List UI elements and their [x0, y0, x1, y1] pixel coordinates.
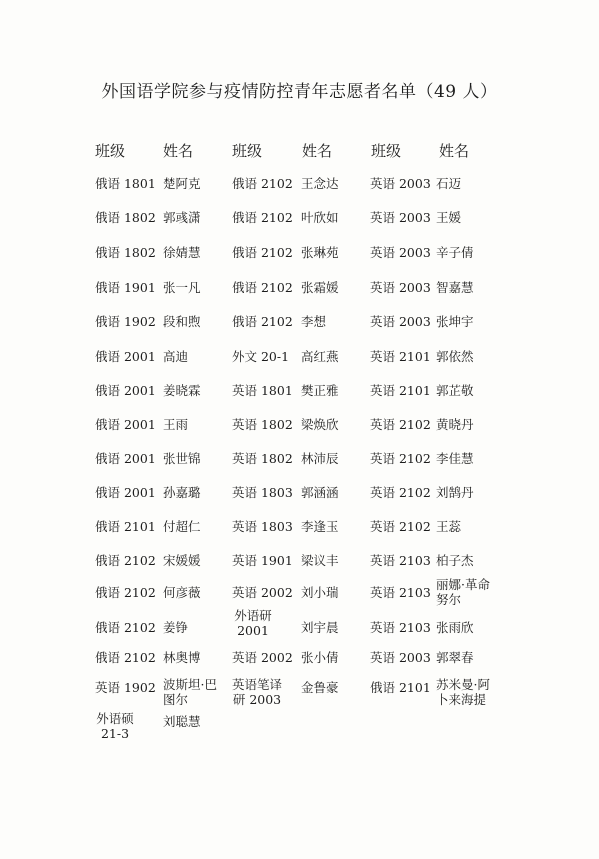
name-cell: 李想 [301, 314, 327, 329]
name-cell: 王媛 [436, 210, 462, 225]
class-cell: 俄语 2102 [232, 245, 293, 260]
class-cell: 英语 2003 [370, 650, 431, 665]
class-cell: 英语 2102 [370, 485, 431, 500]
name-cell: 王雨 [163, 417, 189, 432]
class-cell: 英语 2101 [370, 383, 431, 398]
header-class-3: 班级 [371, 142, 402, 160]
name-cell: 刘鹄丹 [436, 485, 474, 500]
class-cell: 俄语 2101 [95, 519, 156, 534]
name-cell: 徐婧慧 [163, 245, 201, 260]
name-cell: 辛子倩 [436, 245, 474, 260]
name-cell: 刘聪慧 [163, 714, 201, 729]
class-cell: 俄语 2001 [95, 485, 156, 500]
class-cell: 英语笔译研 2003 [231, 677, 282, 707]
class-cell: 英语 2003 [370, 176, 431, 191]
class-cell: 英语 2103 [370, 620, 431, 635]
class-cell: 俄语 1802 [95, 210, 156, 225]
class-cell: 英语 2102 [370, 451, 431, 466]
class-cell: 英语 1901 [232, 553, 293, 568]
class-cell: 英语 2102 [370, 519, 431, 534]
class-cell: 俄语 1902 [95, 314, 156, 329]
class-cell: 英语 1802 [232, 451, 293, 466]
name-cell: 高迪 [163, 349, 189, 364]
name-cell: 石迈 [436, 176, 462, 191]
name-cell: 张一凡 [163, 280, 201, 295]
name-cell: 郭涵涵 [301, 485, 339, 500]
class-cell: 英语 2101 [370, 349, 431, 364]
name-cell: 高红燕 [301, 349, 339, 364]
name-cell: 苏米曼·阿卜来海提 [436, 677, 490, 707]
class-cell: 英语 1801 [232, 383, 293, 398]
class-cell: 英语 2002 [232, 650, 293, 665]
name-cell: 张世锦 [163, 451, 201, 466]
name-cell: 梁焕欣 [301, 417, 339, 432]
class-cell: 俄语 2001 [95, 417, 156, 432]
name-cell: 林沛辰 [301, 451, 339, 466]
class-cell: 外语研 2001 [234, 608, 272, 638]
name-cell: 叶欣如 [301, 210, 339, 225]
class-cell: 俄语 1802 [95, 245, 156, 260]
class-cell: 英语 2103 [370, 553, 431, 568]
name-cell: 林奥博 [163, 650, 201, 665]
page-title: 外国语学院参与疫情防控青年志愿者名单（49 人） [101, 82, 498, 102]
name-cell: 刘宇晨 [301, 620, 339, 635]
class-cell: 俄语 2102 [232, 176, 293, 191]
class-cell: 俄语 2102 [95, 650, 156, 665]
class-cell: 俄语 2102 [95, 553, 156, 568]
header-name-1: 姓名 [163, 142, 194, 160]
class-cell: 俄语 1801 [95, 176, 156, 191]
name-cell: 王念达 [301, 176, 339, 191]
name-cell: 楚阿克 [163, 176, 201, 191]
header-name-3: 姓名 [439, 142, 470, 160]
header-class-1: 班级 [95, 142, 126, 160]
name-cell: 张坤宇 [436, 314, 474, 329]
name-cell: 樊正雅 [301, 383, 339, 398]
class-cell: 英语 2102 [370, 417, 431, 432]
class-cell: 俄语 2102 [232, 210, 293, 225]
table-header [0, 140, 599, 160]
class-cell: 英语 2003 [370, 280, 431, 295]
header-class-2: 班级 [232, 142, 263, 160]
name-cell: 金鲁豪 [301, 680, 339, 695]
class-cell: 俄语 2102 [232, 280, 293, 295]
name-cell: 郭依然 [436, 349, 474, 364]
class-cell: 俄语 2001 [95, 451, 156, 466]
name-cell: 郭芷敬 [436, 383, 474, 398]
name-cell: 段和煦 [163, 314, 201, 329]
name-cell: 孙嘉璐 [163, 485, 201, 500]
name-cell: 智嘉慧 [436, 280, 474, 295]
class-cell: 俄语 2101 [370, 680, 431, 695]
name-cell: 黄晓丹 [436, 417, 474, 432]
class-cell: 外语硕 21-3 [96, 711, 134, 741]
name-cell: 张雨欣 [436, 620, 474, 635]
class-cell: 英语 1802 [232, 417, 293, 432]
class-cell: 英语 2103 [370, 585, 431, 600]
name-cell: 李逢玉 [301, 519, 339, 534]
name-cell: 梁议丰 [301, 553, 339, 568]
name-cell: 张小倩 [301, 650, 339, 665]
class-cell: 英语 2002 [232, 585, 293, 600]
class-cell: 英语 1902 [95, 680, 156, 695]
class-cell: 俄语 2001 [95, 383, 156, 398]
name-cell: 张霜媛 [301, 280, 339, 295]
name-cell: 宋媛媛 [163, 553, 201, 568]
name-cell: 刘小瑞 [301, 585, 339, 600]
name-cell: 柏子杰 [436, 553, 474, 568]
class-cell: 英语 2003 [370, 314, 431, 329]
class-cell: 英语 2003 [370, 245, 431, 260]
class-cell: 俄语 2102 [232, 314, 293, 329]
class-cell: 俄语 1901 [95, 280, 156, 295]
name-cell: 波斯坦·巴图尔 [163, 677, 217, 707]
name-cell: 何彦薇 [163, 585, 201, 600]
header-name-2: 姓名 [302, 142, 333, 160]
name-cell: 李佳慧 [436, 451, 474, 466]
class-cell: 英语 1803 [232, 485, 293, 500]
name-cell: 付超仁 [163, 519, 201, 534]
class-cell: 英语 2003 [370, 210, 431, 225]
class-cell: 外文 20-1 [232, 349, 290, 364]
class-cell: 英语 1803 [232, 519, 293, 534]
name-cell: 张琳苑 [301, 245, 339, 260]
name-cell: 郭翠春 [436, 650, 474, 665]
class-cell: 俄语 2001 [95, 349, 156, 364]
class-cell: 俄语 2102 [95, 620, 156, 635]
name-cell: 丽娜·革命努尔 [436, 577, 490, 607]
class-cell: 俄语 2102 [95, 585, 156, 600]
name-cell: 姜铮 [163, 620, 189, 635]
name-cell: 郭彧潇 [163, 210, 201, 225]
name-cell: 王蕊 [436, 519, 462, 534]
name-cell: 姜晓霖 [163, 383, 201, 398]
